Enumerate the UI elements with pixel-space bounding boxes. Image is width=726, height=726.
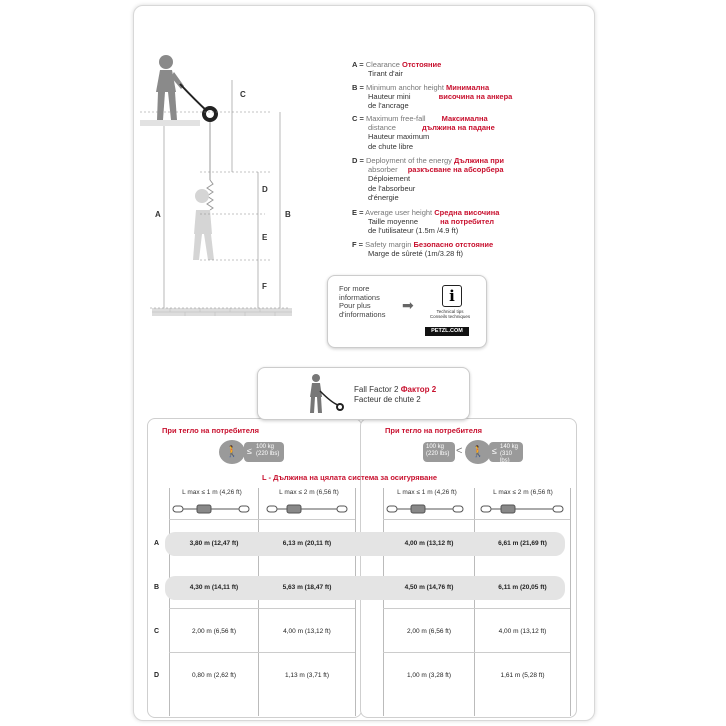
climber-icon	[304, 373, 348, 415]
grid-line	[169, 488, 170, 716]
legend-e: E = Average user height Средна височина Taille moyenne на потребител de l'utilisateur (1.5m /4.9 ft)	[352, 208, 500, 236]
cell-b-2: 5,63 m (18,47 ft)	[282, 584, 332, 591]
tips-en: Technical tips	[436, 309, 464, 314]
info-line-4: d'informations	[339, 309, 386, 319]
row-label-a: A	[154, 540, 160, 547]
tips-fr: Conseils techniques	[429, 314, 471, 319]
info-icon: i	[442, 285, 462, 307]
grid-line	[169, 652, 355, 653]
weight-title-right: При тегло на потребителя	[385, 426, 483, 435]
weight-icon-left: 🚶	[219, 440, 245, 464]
dim-label-f: F	[262, 282, 267, 291]
grid-line	[383, 519, 570, 520]
cell-b-1: 4,30 m (14,11 ft)	[189, 584, 239, 591]
cell-a-4: 6,61 m (21,69 ft)	[498, 540, 547, 547]
arrow-right-icon: ➡	[402, 297, 414, 313]
grid-line	[169, 519, 355, 520]
length-header-4: L max ≤ 2 m (6,56 ft)	[493, 489, 553, 496]
lanyard-icons	[165, 500, 575, 520]
fall-factor-bg: Фактор 2	[400, 385, 437, 394]
less-than-sign: <	[456, 445, 463, 457]
grid-line	[258, 488, 259, 716]
length-header-1: L max ≤ 1 m (4,26 ft)	[182, 489, 242, 496]
info-line-1: For more	[339, 284, 370, 293]
fall-factor-en: Fall Factor 2	[354, 385, 399, 394]
grid-line	[383, 488, 384, 716]
weight-badge-left: ≤ 100 kg (220 lbs)	[244, 442, 284, 462]
cell-a-3: 4,00 m (13,12 ft)	[404, 540, 454, 547]
legend-b: B = Minimum anchor height Минимална Hauteur mini височина на анкера de l'ancrage	[352, 83, 513, 111]
info-line-2: informations	[339, 292, 380, 302]
legend-f: F = Safety margin Безопасно отстояние Marge de sûreté (1m/3.28 ft)	[352, 240, 494, 259]
cell-d-4: 1,61 m (5,28 ft)	[500, 672, 545, 679]
weight-badge-right-high: ≤ 140 kg (310 lbs)	[489, 442, 523, 462]
grid-line	[355, 488, 356, 716]
grid-line	[474, 488, 475, 716]
row-label-b: B	[154, 584, 160, 591]
length-header-2: L max ≤ 2 m (6,56 ft)	[279, 489, 339, 496]
legend-a: A = Clearance Отстояние Tirant d'air	[352, 60, 442, 79]
more-info-box	[327, 275, 487, 348]
fall-factor-fr: Facteur de chute 2	[354, 395, 421, 404]
weight-title-left: При тегло на потребителя	[162, 426, 260, 435]
cell-a-1: 3,80 m (12,47 ft)	[189, 540, 239, 547]
cell-d-3: 1,00 m (3,28 ft)	[406, 672, 452, 679]
grid-line	[570, 488, 571, 716]
cell-c-2: 4,00 m (13,12 ft)	[283, 628, 331, 635]
legend-c: C = Maximum free-fall Максимална distance дължина на падане Hauteur maximum de chute libre	[352, 114, 495, 151]
length-header-3: L max ≤ 1 m (4,26 ft)	[397, 489, 457, 496]
cell-c-4: 4,00 m (13,12 ft)	[498, 628, 547, 635]
length-title: L - Дължина на цялата система за осигуряване	[262, 473, 438, 482]
dim-label-b: B	[285, 210, 291, 219]
grid-line	[383, 652, 570, 653]
cell-c-1: 2,00 m (6,56 ft)	[191, 628, 237, 635]
dim-label-a: A	[155, 210, 161, 219]
dim-label-d: D	[262, 185, 268, 194]
info-line-3: Pour plus	[339, 301, 371, 310]
cell-b-4: 6,11 m (20,05 ft)	[498, 584, 547, 591]
fall-factor-box	[257, 367, 470, 420]
grid-line	[383, 608, 570, 609]
weight-icon-right: 🚶	[465, 440, 491, 464]
cell-d-1: 0,80 m (2,62 ft)	[191, 672, 237, 679]
row-label-d: D	[154, 672, 160, 679]
cell-c-3: 2,00 m (6,56 ft)	[406, 628, 452, 635]
cell-b-3: 4,50 m (14,76 ft)	[404, 584, 454, 591]
dim-label-e: E	[262, 233, 268, 242]
petzl-link[interactable]: PETZL.COM	[425, 327, 469, 336]
weight-badge-right-low: 100 kg (220 lbs)	[423, 442, 455, 462]
cell-d-2: 1,13 m (3,71 ft)	[284, 672, 330, 679]
clearance-diagram	[140, 40, 340, 340]
cell-a-2: 6,13 m (20,11 ft)	[282, 540, 332, 547]
grid-line	[169, 608, 355, 609]
row-label-c: C	[154, 628, 160, 635]
dim-label-c: C	[240, 90, 246, 99]
legend-d: D = Deployment of the energy Дължина при absorber разкъсване на абсорбера Déploiement de l'absorbeur d'énergie	[352, 156, 504, 202]
